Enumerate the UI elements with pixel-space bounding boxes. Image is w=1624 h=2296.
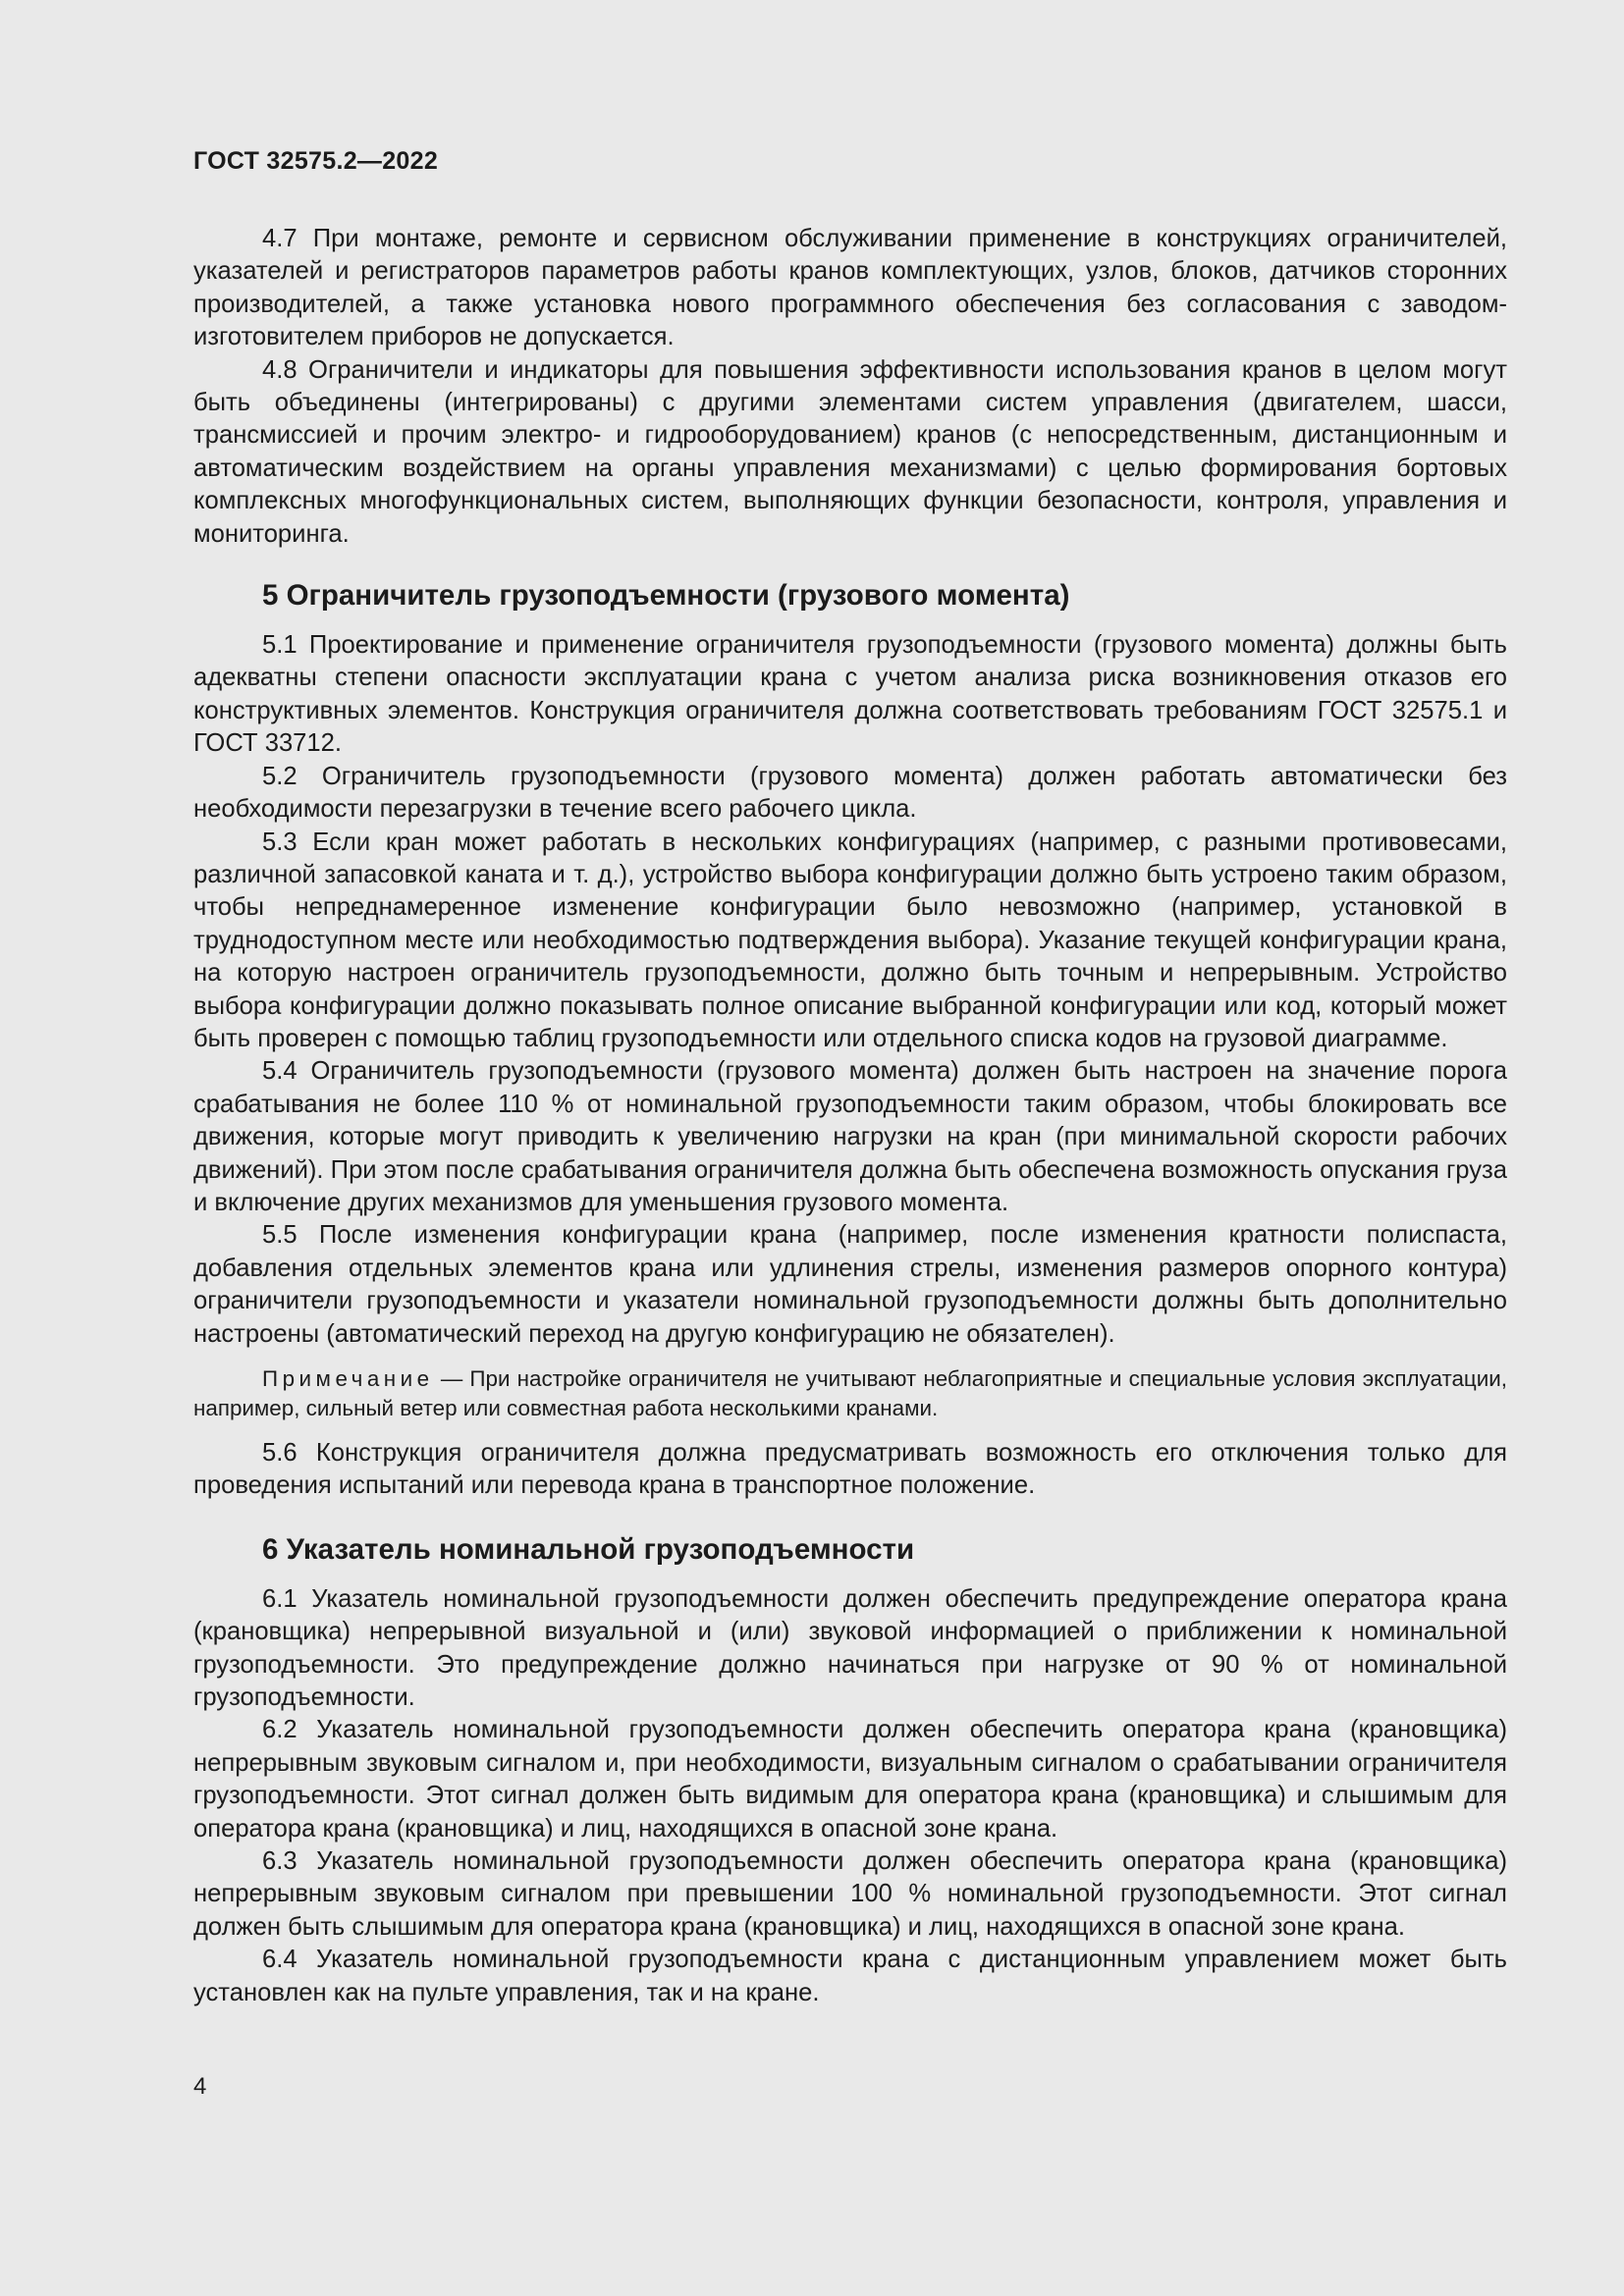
section-heading-5: 5 Ограничитель грузоподъемности (грузового момента) — [262, 579, 1070, 613]
note-text: — При настройке ограничителя не учитывают неблагоприятные и специальные условия эксплуатации, например, сильный ветер или совместная работа несколькими кранами. — [193, 1366, 1507, 1420]
paragraph-6-1: 6.1 Указатель номинальной грузоподъемности должен обеспечить предупреждение оператора крана (крановщика) непрерывной визуальной и (или) звуковой информацией о приближении к номинальной грузоподъемности. Это предупреждение должно начинаться при нагрузке от 90 % от номинальной грузоподъемности. — [193, 1584, 1507, 1712]
paragraph-5-1: 5.1 Проектирование и применение ограничителя грузоподъемности (грузового момента) должны быть адекватны степени опасности эксплуатации крана с учетом анализа риска возникновения отказов его конструктивных элементов. Конструкция ограничителя должна соответствовать требованиям ГОСТ 32575.1 и ГОСТ 33712. — [193, 631, 1507, 758]
paragraph-6-3: 6.3 Указатель номинальной грузоподъемности должен обеспечить оператора крана (крановщика) непрерывным звуковым сигналом при превышении 100 % номинальной грузоподъемности. Этот сигнал должен быть слышимым для оператора крана (крановщика) и лиц, находящихся в опасной зоне крана. — [193, 1847, 1507, 1941]
paragraph-5-4: 5.4 Ограничитель грузоподъемности (грузового момента) должен быть настроен на значение порога срабатывания не более 110 % от номинальной грузоподъемности таким образом, чтобы блокировать все движения, которые могут приводить к увеличению нагрузки на кран (при минимальной скорости рабочих движений). При этом после срабатывания ограничителя должна быть обеспечена возможность опускания груза и включение других механизмов для уменьшения грузового момента. — [193, 1057, 1507, 1216]
document-header: ГОСТ 32575.2—2022 — [193, 147, 439, 175]
paragraph-4-8: 4.8 Ограничители и индикаторы для повышения эффективности использования кранов в целом могут быть объединены (интегрированы) с другими элементами систем управления (двигателем, шасси, трансмиссией и прочим электро- и гидрооборудованием) кранов (с непосредственным, дистанционным и автоматическим воздействием на органы управления механизмами) с целью формирования бортовых комплексных многофункциональных систем, выполняющих функции безопасности, контроля, управления и мониторинга. — [193, 355, 1507, 548]
paragraph-5-6: 5.6 Конструкция ограничителя должна предусматривать возможность его отключения только для проведения испытаний или перевода крана в транспортное положение. — [193, 1439, 1507, 1500]
paragraph-6-4: 6.4 Указатель номинальной грузоподъемности крана с дистанционным управлением может быть установлен как на пульте управления, так и на кране. — [193, 1946, 1507, 2006]
paragraph-4-7: 4.7 При монтаже, ремонте и сервисном обслуживании применение в конструкциях ограничителей, указателей и регистраторов параметров работы кранов комплектующих, узлов, блоков, датчиков сторонних производителей, а также установка нового программного обеспечения без согласования с заводом-изготовителем приборов не допускается. — [193, 225, 1507, 351]
document-body — [193, 223, 1507, 2009]
paragraph-5-5: 5.5 После изменения конфигурации крана (например, после изменения кратности полиспаста, добавления отдельных элементов крана или удлинения стрелы, изменения размеров опорного контура) ограничители грузоподъемности и указатели номинальной грузоподъемности должны быть дополнительно настроены (автоматический переход на другую конфигурацию не обязателен). — [193, 1221, 1507, 1348]
paragraph-5-2: 5.2 Ограничитель грузоподъемности (грузового момента) должен работать автоматически без необходимости перезагрузки в течение всего рабочего цикла. — [193, 762, 1507, 824]
note — [193, 1364, 1507, 1423]
paragraph-5-3: 5.3 Если кран может работать в нескольких конфигурациях (например, с разными противовесами, различной запасовкой каната и т. д.), устройство выбора конфигурации должно быть устроено таким образом, чтобы непреднамеренное изменение конфигурации было невозможно (например, установкой в труднодоступном месте или необходимостью подтверждения выбора). Указание текущей конфигурации крана, на которую настроен ограничитель грузоподъемности, должно быть точным и непрерывным. Устройство выбора конфигурации должно показывать полное описание выбранной конфигурации или код, который может быть проверен с помощью таблиц грузоподъемности или отдельного списка кодов на грузовой диаграмме. — [193, 828, 1507, 1052]
section-heading-6: 6 Указатель номинальной грузоподъемности — [262, 1532, 915, 1566]
note-label: Примечание — [262, 1366, 434, 1391]
page-number: 4 — [193, 2073, 207, 2100]
paragraph-6-2: 6.2 Указатель номинальной грузоподъемности должен обеспечить оператора крана (крановщика) непрерывным звуковым сигналом и, при необходимости, визуальным сигналом о срабатывании ограничителя грузоподъемности. Этот сигнал должен быть видимым для оператора крана (крановщика) и слышимым для оператора крана (крановщика) и лиц, находящихся в опасной зоне крана. — [193, 1716, 1507, 1842]
